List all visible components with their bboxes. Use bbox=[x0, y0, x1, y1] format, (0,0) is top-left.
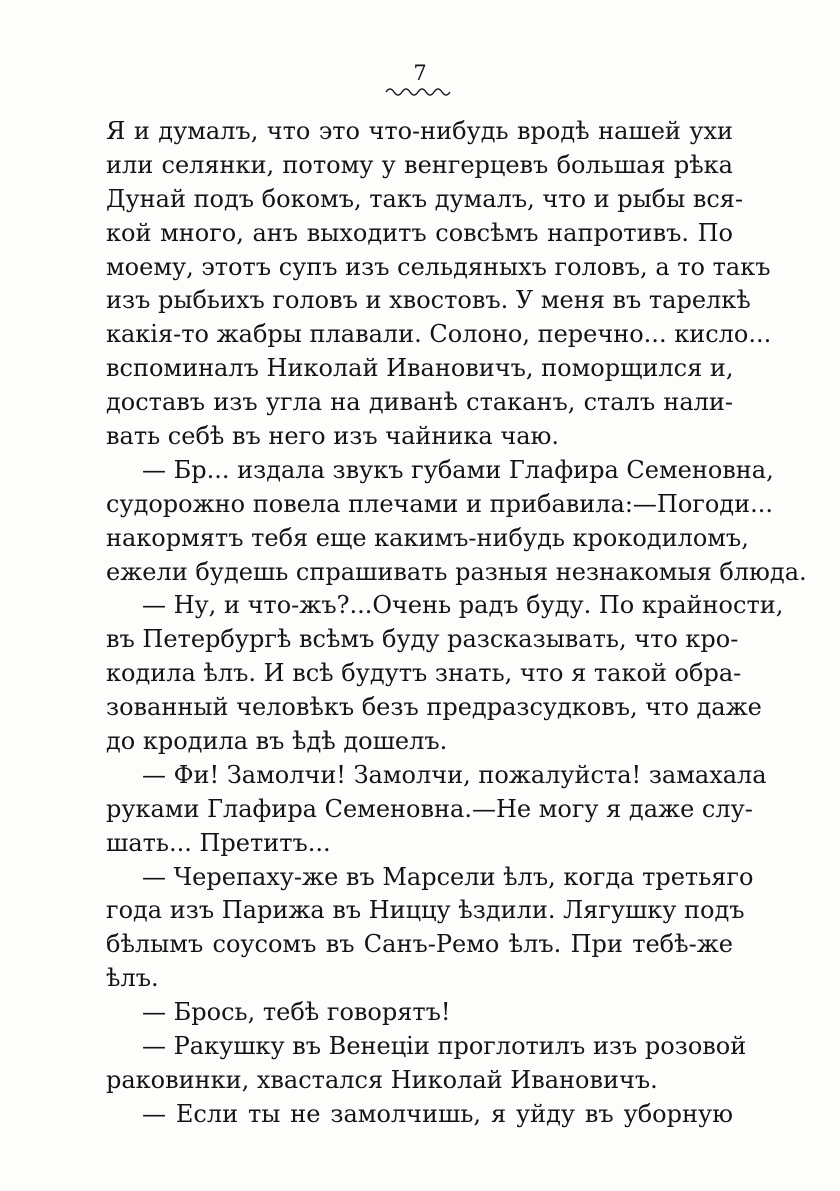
text-line: въ Петербургѣ всѣмъ буду разсказывать, что кро- bbox=[106, 625, 739, 654]
text-line: какія-то жабры плавали. Солоно, перечно... кисло... bbox=[106, 320, 772, 349]
text-line: — Черепаху-же въ Марсели ѣлъ, когда третьяго bbox=[142, 862, 754, 891]
text-line: — Брось, тебѣ говорятъ! bbox=[142, 998, 451, 1027]
text-line: Дунай подъ бокомъ, такъ думалъ, что и рыбы вся- bbox=[106, 184, 744, 213]
body-text bbox=[106, 115, 807, 1132]
text-line: — Ну, и что-жъ?...Очень радъ буду. По крайности, bbox=[142, 591, 784, 620]
text-line: раковинки, хвастался Николай Ивановичъ. bbox=[106, 1065, 658, 1094]
text-line: — Фи! Замолчи! Замолчи, пожалуйста! замахала bbox=[142, 760, 767, 789]
text-line: или селянки, потому у венгерцевъ большая рѣка bbox=[106, 150, 733, 179]
text-line: кодила ѣлъ. И всѣ будутъ знать, что я такой обра- bbox=[106, 659, 742, 688]
text-line: кой много, анъ выходитъ совсѣмъ напротивъ. По bbox=[106, 218, 733, 247]
text-line: вать себѣ въ него изъ чайника чаю. bbox=[106, 422, 560, 451]
text-line: моему, этотъ супъ изъ сельдяныхъ головъ, а то такъ bbox=[106, 252, 771, 281]
text-line: до кродила въ ѣдѣ дошелъ. bbox=[106, 727, 448, 756]
text-line: зованный человѣкъ безъ предразсудковъ, что даже bbox=[106, 693, 762, 722]
text-line: накормятъ тебя еще какимъ-нибудь крокодиломъ, bbox=[106, 523, 749, 552]
text-line: — Бр... издала звукъ губами Глафира Семеновна, bbox=[142, 455, 774, 484]
text-line: Я и думалъ, что это что-нибудь вродѣ нашей ухи bbox=[106, 117, 733, 145]
text-line: — Ракушку въ Венеціи проглотилъ изъ розовой bbox=[142, 1032, 747, 1061]
text-line: изъ рыбьихъ головъ и хвостовъ. У меня въ тарелкѣ bbox=[106, 286, 751, 315]
text-line: вспоминалъ Николай Ивановичъ, поморщился и, bbox=[106, 354, 734, 383]
text-line: шать... Претитъ... bbox=[106, 828, 331, 857]
text-line: бѣлымъ соусомъ въ Санъ-Ремо ѣлъ. При тебѣ-же bbox=[106, 930, 733, 959]
text-line: судорожно повела плечами и прибавила:—Погоди... bbox=[106, 489, 773, 518]
text-line: руками Глафира Семеновна.—Не могу я даже слу- bbox=[106, 794, 753, 823]
text-line: ѣлъ. bbox=[106, 964, 159, 993]
page-number: 7 bbox=[413, 61, 427, 85]
wavy-rule-ornament bbox=[384, 84, 454, 96]
text-line: — Если ты не замолчишь, я уйду въ уборную bbox=[142, 1099, 733, 1128]
text-line: года изъ Парижа въ Ниццу ѣздили. Лягушку подъ bbox=[106, 896, 745, 925]
text-line: доставъ изъ угла на диванѣ стаканъ, сталъ нали- bbox=[106, 388, 733, 417]
text-line: ежели будешь спрашивать разныя незнакомыя блюда. bbox=[106, 557, 807, 586]
